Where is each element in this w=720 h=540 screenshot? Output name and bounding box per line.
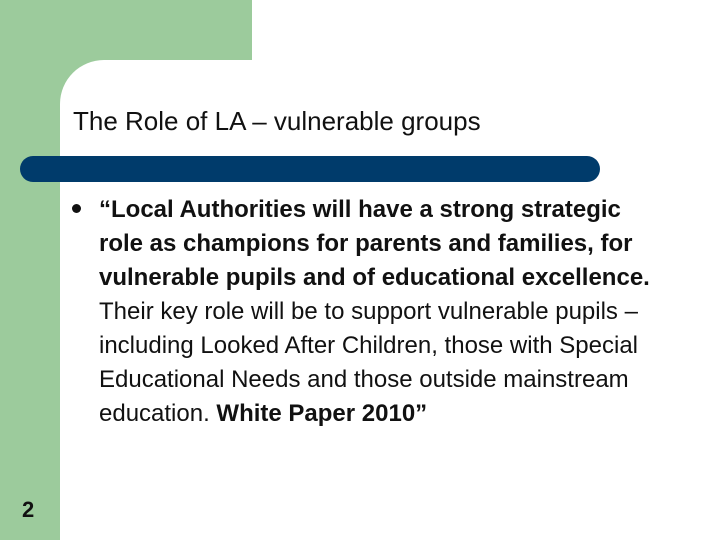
bullet-dot-icon [72, 204, 81, 213]
quote-text [99, 193, 659, 431]
quote-normal: Their key role will be to support vulnerable pupils – including Looked After Children, those with Special Educational Needs and those outside mainstream education. [99, 298, 638, 427]
quote-bold: “Local Authorities will have a strong strategic role as champions for parents and families, for vulnerable pupils and of educational excellence. [99, 196, 650, 291]
title-underline-bar [20, 156, 600, 182]
quote-source: White Paper 2010” [216, 400, 428, 427]
slide-number: 2 [22, 497, 35, 522]
top-decorative-band [0, 0, 252, 60]
left-decorative-band [0, 0, 60, 540]
slide-title: The Role of LA – vulnerable groups [73, 106, 481, 136]
